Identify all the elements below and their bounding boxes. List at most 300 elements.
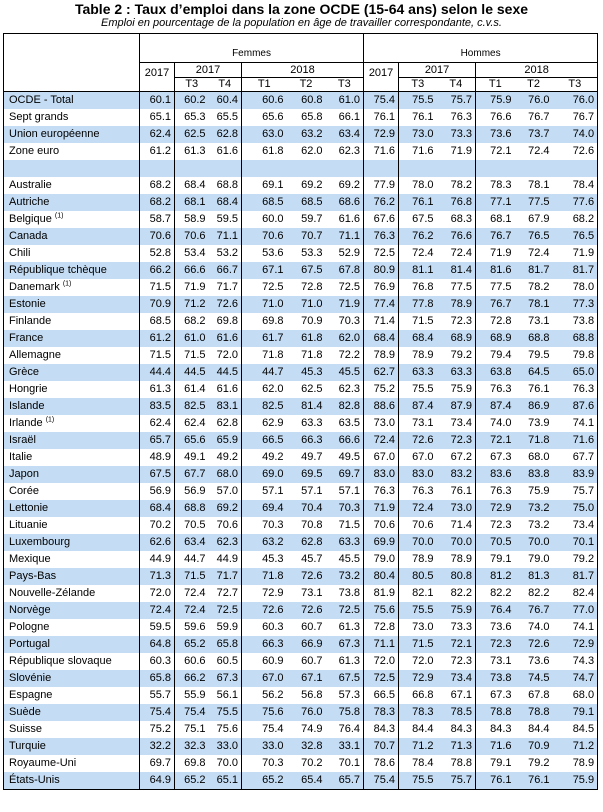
country-name (4, 687, 140, 704)
value-cell: 78.8 (437, 755, 476, 772)
country-name (4, 194, 140, 211)
value-cell: 69.2 (301, 179, 323, 191)
table-row (4, 534, 598, 551)
value-cell: 81.9 (364, 585, 399, 602)
value-cell: 82.5 (175, 398, 209, 415)
value-cell: 71.6 (476, 738, 515, 755)
value-cell: 87.4 (399, 398, 437, 415)
table-row (4, 755, 598, 772)
value-cell: 67.1 (287, 670, 326, 687)
value-cell: 75.4 (262, 723, 284, 735)
value-cell: 67.3 (490, 451, 512, 463)
country-label: Belgique (9, 213, 52, 225)
value-cell: 49.7 (301, 451, 323, 463)
value-cell (476, 160, 515, 177)
value-cell: 78.8 (515, 704, 553, 721)
country-name (4, 143, 140, 160)
value-cell: 72.7 (209, 585, 242, 602)
table-row (4, 653, 598, 670)
value-cell (364, 160, 399, 177)
value-cell: 70.3 (326, 500, 364, 517)
value-cell: 61.3 (326, 619, 364, 636)
value-cell: 76.3 (490, 383, 512, 395)
value-cell: 76.8 (412, 281, 434, 293)
value-cell: 68.9 (476, 330, 515, 347)
value-cell: 77.9 (364, 177, 399, 194)
country-name (4, 500, 140, 517)
value-cell: 73.3 (437, 126, 476, 143)
value-cell: 72.2 (326, 347, 364, 364)
value-cell: 78.9 (553, 755, 598, 772)
value-cell: 78.6 (364, 755, 399, 772)
value-cell: 57.1 (262, 485, 284, 497)
table-row (4, 772, 598, 790)
value-cell: 65.7 (140, 432, 175, 449)
value-cell: 73.6 (528, 655, 550, 667)
value-cell: 77.6 (553, 194, 598, 211)
value-cell: 67.7 (175, 466, 209, 483)
country-label: États-Unis (9, 774, 60, 786)
value-cell: 68.8 (175, 500, 209, 517)
value-cell: 68.5 (242, 194, 287, 211)
table-row (4, 483, 598, 500)
value-cell: 71.9 (364, 500, 399, 517)
value-cell: 57.3 (326, 687, 364, 704)
table-row (4, 177, 598, 194)
value-cell: 76.2 (399, 228, 437, 245)
value-cell: 71.8 (262, 349, 284, 361)
value-cell: 61.0 (326, 92, 364, 110)
country-label: Zone euro (9, 145, 60, 157)
value-cell: 69.8 (209, 313, 242, 330)
value-cell: 70.7 (287, 228, 326, 245)
value-cell: 60.5 (209, 653, 242, 670)
value-cell: 44.4 (140, 364, 175, 381)
value-cell: 67.1 (437, 687, 476, 704)
value-cell: 83.8 (515, 466, 553, 483)
value-cell: 71.0 (287, 296, 326, 313)
value-cell: 73.7 (515, 126, 553, 143)
value-cell: 75.5 (399, 92, 437, 110)
value-cell: 61.2 (140, 330, 175, 347)
country-name (4, 466, 140, 483)
value-cell: 75.2 (364, 381, 399, 398)
value-cell: 76.1 (437, 483, 476, 500)
value-cell: 69.2 (326, 177, 364, 194)
value-cell: 67.8 (326, 262, 364, 279)
value-cell: 76.3 (553, 381, 598, 398)
country-label: Grèce (9, 366, 39, 378)
value-cell: 71.4 (437, 517, 476, 534)
value-cell: 61.3 (184, 145, 206, 157)
value-cell: 66.7 (209, 262, 242, 279)
value-cell: 59.7 (301, 213, 323, 225)
value-cell: 68.9 (437, 330, 476, 347)
table-row (4, 619, 598, 636)
value-cell: 76.0 (287, 704, 326, 721)
value-cell: 72.8 (490, 315, 512, 327)
value-cell: 70.9 (301, 315, 323, 327)
header-quarter: T2 (287, 78, 326, 92)
value-cell: 79.5 (528, 349, 550, 361)
value-cell: 79.8 (553, 347, 598, 364)
value-cell: 82.8 (326, 398, 364, 415)
value-cell: 81.4 (287, 398, 326, 415)
table-row (4, 415, 598, 432)
header-corner (4, 34, 140, 92)
value-cell: 33.0 (242, 738, 287, 755)
value-cell: 72.9 (364, 126, 399, 143)
value-cell: 73.2 (326, 568, 364, 585)
value-cell: 72.8 (301, 281, 323, 293)
value-cell: 75.7 (437, 772, 476, 790)
value-cell: 76.7 (476, 296, 515, 313)
value-cell: 65.1 (140, 109, 175, 126)
value-cell: 81.3 (515, 568, 553, 585)
value-cell: 75.4 (364, 92, 399, 110)
header-hommes-2018-quarters: 2018 (476, 63, 598, 78)
value-cell: 69.0 (242, 466, 287, 483)
value-cell: 60.7 (301, 621, 323, 633)
value-cell: 64.9 (140, 772, 175, 790)
value-cell: 62.5 (301, 383, 323, 395)
value-cell: 82.2 (528, 587, 550, 599)
value-cell: 68.0 (553, 687, 598, 704)
value-cell: 79.1 (490, 757, 512, 769)
value-cell: 72.3 (437, 432, 476, 449)
value-cell: 62.8 (209, 415, 242, 432)
value-cell: 78.9 (437, 296, 476, 313)
value-cell: 75.2 (140, 721, 175, 738)
value-cell: 71.5 (140, 347, 175, 364)
country-label: République slovaque (9, 655, 112, 667)
country-name (4, 279, 140, 296)
country-label: Hongrie (9, 383, 48, 395)
value-cell: 65.2 (242, 772, 287, 790)
value-cell: 45.7 (301, 553, 323, 565)
value-cell: 68.5 (287, 194, 326, 211)
value-cell: 83.5 (140, 398, 175, 415)
value-cell: 66.5 (364, 687, 399, 704)
value-cell: 76.5 (553, 228, 598, 245)
country-name (4, 398, 140, 415)
value-cell: 62.8 (209, 126, 242, 143)
value-cell: 66.3 (287, 432, 326, 449)
value-cell: 44.7 (184, 553, 206, 565)
country-name (4, 755, 140, 772)
value-cell: 55.9 (184, 689, 206, 701)
value-cell: 60.9 (262, 655, 284, 667)
value-cell: 74.0 (490, 417, 512, 429)
value-cell: 72.5 (262, 281, 284, 293)
value-cell: 72.3 (437, 313, 476, 330)
value-cell: 69.1 (262, 179, 284, 191)
value-cell: 45.5 (326, 551, 364, 568)
country-name (4, 585, 140, 602)
value-cell: 66.6 (326, 432, 364, 449)
country-label: Royaume-Uni (9, 757, 77, 769)
country-label: Irlande (9, 417, 43, 429)
value-cell: 45.5 (326, 364, 364, 381)
value-cell: 73.0 (412, 621, 434, 633)
table-row (4, 92, 598, 110)
value-cell: 68.8 (515, 330, 553, 347)
value-cell: 71.3 (140, 568, 175, 585)
value-cell: 64.5 (515, 364, 553, 381)
table-row (4, 347, 598, 364)
value-cell: 32.8 (287, 738, 326, 755)
value-cell: 71.2 (399, 738, 437, 755)
value-cell: 76.1 (412, 111, 434, 123)
value-cell: 75.7 (553, 483, 598, 500)
value-cell: 72.6 (242, 602, 287, 619)
value-cell: 75.4 (175, 704, 209, 721)
value-cell: 72.4 (528, 247, 550, 259)
value-cell: 76.4 (476, 602, 515, 619)
value-cell: 87.6 (553, 398, 598, 415)
value-cell: 65.6 (262, 111, 284, 123)
value-cell: 78.0 (412, 179, 434, 191)
header-quarter: T3 (399, 78, 437, 92)
value-cell: 83.2 (437, 466, 476, 483)
value-cell: 69.7 (326, 466, 364, 483)
table-row (4, 636, 598, 653)
value-cell: 62.0 (301, 145, 323, 157)
value-cell: 75.6 (364, 602, 399, 619)
value-cell: 73.0 (437, 500, 476, 517)
table-row (4, 245, 598, 262)
value-cell: 63.3 (437, 364, 476, 381)
value-cell: 83.9 (553, 466, 598, 483)
value-cell: 53.3 (301, 247, 323, 259)
value-cell: 65.0 (553, 364, 598, 381)
value-cell: 70.6 (140, 228, 175, 245)
value-cell: 72.8 (364, 619, 399, 636)
value-cell: 73.1 (490, 655, 512, 667)
country-label: Pays-Bas (9, 570, 57, 582)
value-cell: 60.0 (262, 213, 284, 225)
value-cell: 81.4 (437, 262, 476, 279)
country-name (4, 551, 140, 568)
country-name (4, 228, 140, 245)
value-cell: 84.4 (412, 723, 434, 735)
value-cell: 73.1 (301, 587, 323, 599)
value-cell: 66.6 (175, 262, 209, 279)
value-cell: 75.0 (553, 500, 598, 517)
value-cell: 81.7 (553, 568, 598, 585)
value-cell: 56.9 (140, 483, 175, 500)
value-cell: 69.8 (184, 757, 206, 769)
value-cell: 72.5 (364, 670, 399, 687)
header-quarter: T3 (175, 78, 209, 92)
value-cell: 71.6 (412, 145, 434, 157)
value-cell: 77.5 (515, 194, 553, 211)
value-cell: 71.8 (515, 432, 553, 449)
table-row (4, 551, 598, 568)
value-cell: 73.8 (326, 585, 364, 602)
value-cell: 68.4 (364, 330, 399, 347)
value-cell: 70.6 (209, 517, 242, 534)
value-cell: 73.4 (437, 415, 476, 432)
value-cell: 68.0 (209, 466, 242, 483)
value-cell: 74.9 (301, 723, 323, 735)
value-cell: 75.7 (437, 92, 476, 110)
table-row (4, 228, 598, 245)
value-cell: 72.0 (412, 655, 434, 667)
table-row (4, 670, 598, 687)
value-cell: 60.4 (209, 92, 242, 110)
value-cell: 68.8 (553, 330, 598, 347)
value-cell: 76.7 (553, 109, 598, 126)
value-cell: 76.1 (399, 194, 437, 211)
table-row (4, 398, 598, 415)
table-row (4, 585, 598, 602)
value-cell: 68.8 (209, 177, 242, 194)
value-cell: 65.2 (175, 772, 209, 790)
value-cell: 59.9 (209, 619, 242, 636)
value-cell: 68.1 (175, 194, 209, 211)
value-cell: 83.6 (476, 466, 515, 483)
value-cell: 71.9 (184, 281, 206, 293)
value-cell: 70.0 (399, 534, 437, 551)
value-cell: 78.1 (515, 296, 553, 313)
value-cell: 79.1 (490, 553, 512, 565)
value-cell: 70.5 (184, 519, 206, 531)
country-name (4, 160, 140, 177)
value-cell: 65.1 (209, 772, 242, 790)
value-cell: 73.1 (412, 417, 434, 429)
country-label: Israël (9, 434, 36, 446)
value-cell: 60.3 (262, 621, 284, 633)
value-cell: 53.2 (209, 245, 242, 262)
value-cell: 82.2 (490, 587, 512, 599)
value-cell: 76.1 (476, 772, 515, 790)
value-cell: 60.3 (140, 653, 175, 670)
value-cell: 60.6 (242, 92, 287, 110)
value-cell: 82.2 (437, 585, 476, 602)
value-cell: 76.3 (437, 109, 476, 126)
value-cell: 66.5 (242, 432, 287, 449)
table-row (4, 296, 598, 313)
value-cell: 78.1 (528, 179, 550, 191)
country-name (4, 296, 140, 313)
country-name (4, 738, 140, 755)
value-cell: 72.6 (287, 602, 326, 619)
value-cell: 82.4 (553, 585, 598, 602)
country-name (4, 364, 140, 381)
value-cell: 78.3 (399, 704, 437, 721)
value-cell: 62.3 (209, 534, 242, 551)
country-label: Sept grands (9, 111, 69, 123)
value-cell: 74.0 (553, 126, 598, 143)
value-cell: 72.9 (262, 587, 284, 599)
value-cell: 76.1 (364, 109, 399, 126)
value-cell: 49.1 (184, 451, 206, 463)
country-name (4, 262, 140, 279)
value-cell: 56.9 (184, 485, 206, 497)
value-cell: 72.3 (476, 636, 515, 653)
value-cell: 75.1 (184, 723, 206, 735)
value-cell: 69.7 (140, 755, 175, 772)
value-cell: 73.6 (490, 621, 512, 633)
value-cell: 57.1 (301, 485, 323, 497)
header-row-sex (4, 34, 598, 63)
value-cell: 83.0 (364, 466, 399, 483)
value-cell: 66.2 (140, 262, 175, 279)
value-cell: 60.1 (140, 92, 175, 110)
value-cell: 72.4 (399, 500, 437, 517)
value-cell: 71.1 (326, 228, 364, 245)
country-name (4, 772, 140, 790)
value-cell: 57.0 (209, 483, 242, 500)
country-name (4, 92, 140, 110)
value-cell: 56.1 (209, 687, 242, 704)
value-cell: 73.1 (528, 315, 550, 327)
value-cell: 61.6 (209, 381, 242, 398)
table-row (4, 126, 598, 143)
value-cell: 63.4 (175, 534, 209, 551)
value-cell: 72.4 (140, 602, 175, 619)
country-label: Japon (9, 468, 39, 480)
value-cell: 71.1 (209, 228, 242, 245)
country-name (4, 449, 140, 466)
value-cell: 68.5 (140, 313, 175, 330)
value-cell: 72.9 (476, 500, 515, 517)
country-name (4, 381, 140, 398)
header-quarter: T3 (553, 78, 598, 92)
country-name (4, 313, 140, 330)
value-cell: 71.9 (490, 247, 512, 259)
value-cell: 69.2 (209, 500, 242, 517)
value-cell: 82.5 (242, 398, 287, 415)
table-row (4, 279, 598, 296)
value-cell: 62.0 (326, 330, 364, 347)
value-cell: 72.4 (184, 587, 206, 599)
header-hommes: Hommes (364, 34, 598, 63)
value-cell: 67.5 (140, 466, 175, 483)
value-cell: 87.9 (437, 398, 476, 415)
value-cell: 63.5 (326, 415, 364, 432)
value-cell (175, 160, 209, 177)
value-cell: 64.8 (140, 636, 175, 653)
value-cell: 72.6 (515, 636, 553, 653)
value-cell: 67.5 (287, 262, 326, 279)
table-row (4, 517, 598, 534)
country-label: Lettonie (9, 502, 49, 514)
value-cell: 57.1 (326, 483, 364, 500)
value-cell: 70.1 (553, 534, 598, 551)
value-cell: 67.3 (326, 636, 364, 653)
value-cell: 67.3 (490, 689, 512, 701)
employment-table (3, 33, 598, 790)
country-name (4, 636, 140, 653)
table-row (4, 143, 598, 160)
value-cell: 73.9 (528, 417, 550, 429)
header-femmes-2017: 2017 (140, 63, 175, 92)
value-cell: 78.3 (490, 179, 512, 191)
table-row (4, 109, 598, 126)
value-cell: 71.8 (301, 349, 323, 361)
value-cell: 73.2 (528, 519, 550, 531)
value-cell: 68.2 (553, 211, 598, 228)
value-cell: 79.2 (553, 551, 598, 568)
value-cell: 72.0 (364, 653, 399, 670)
value-cell: 84.5 (553, 721, 598, 738)
value-cell: 80.4 (364, 568, 399, 585)
value-cell: 61.6 (209, 143, 242, 160)
value-cell: 44.5 (209, 364, 242, 381)
value-cell: 67.5 (412, 213, 434, 225)
